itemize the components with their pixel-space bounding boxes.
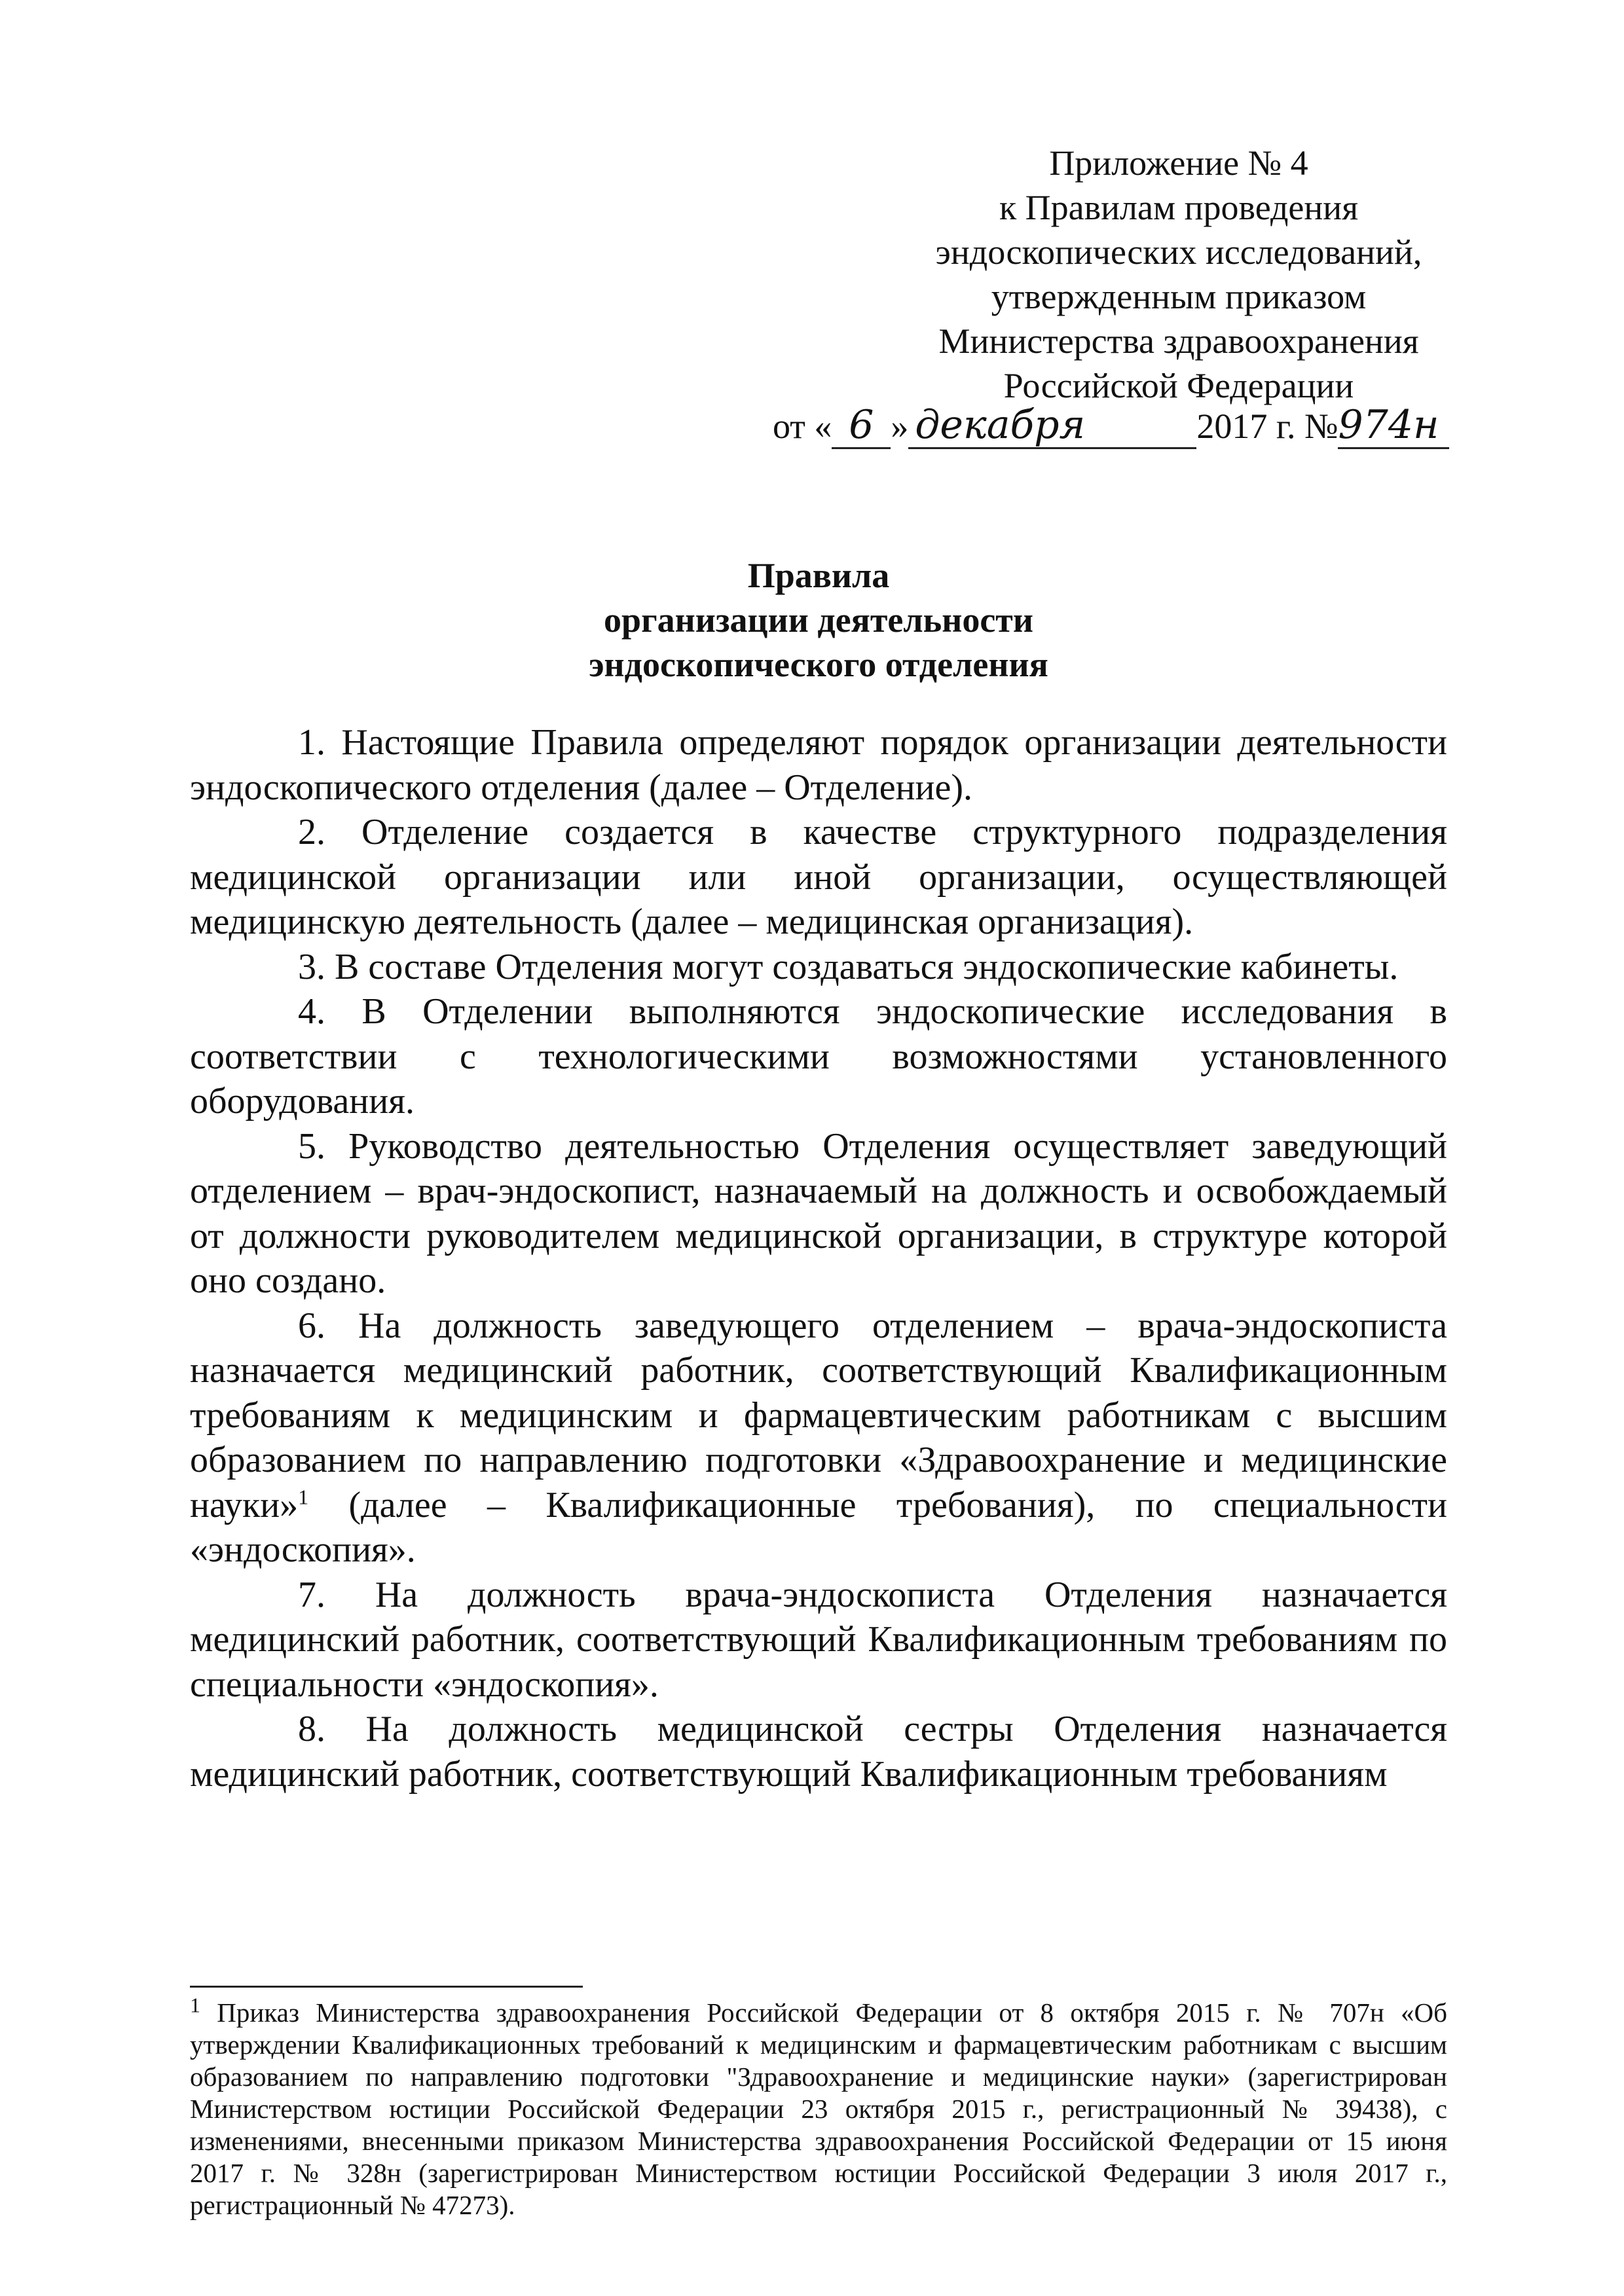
paragraph-4: 4. В Отделении выполняются эндоскопические исследования в соответствии с технологическими возможностями установленного оборудования. — [190, 991, 1447, 1121]
annex-line: Министерства здравоохранения — [938, 321, 1419, 361]
footnote-separator — [190, 1986, 583, 1988]
annex-header — [812, 141, 1545, 408]
annex-line: Приложение № 4 — [1049, 143, 1308, 183]
footnote-reference: 1 — [298, 1484, 309, 1508]
title-line: эндоскопического отделения — [589, 645, 1048, 684]
annex-line: к Правилам проведения — [999, 188, 1359, 227]
paragraph-2: 2. Отделение создается в качестве структурного подразделения медицинской организации или иной организации, осуществляющей медицинскую деятельность (далее – медицинская организация). — [190, 812, 1447, 942]
title-line: организации деятельности — [604, 600, 1033, 640]
paragraph-5: 5. Руководство деятельностью Отделения осуществляет заведующий отделением – врач-эндоскопист, назначаемый на должность и освобождаемый от должности руководителем медицинской организации, в структуре которой оно создано. — [190, 1125, 1447, 1301]
handwritten-day: 6 — [832, 403, 891, 449]
annex-line: эндоскопических исследований, — [935, 232, 1422, 272]
footnote — [190, 1993, 1447, 2221]
paragraph-6-text-end: (далее – Квалификационные требования), по специальности «эндоскопия». — [190, 1484, 1447, 1570]
title-line: Правила — [747, 556, 890, 595]
paragraph-3: 3. В составе Отделения могут создаваться эндоскопические кабинеты. — [298, 946, 1399, 987]
handwritten-order-number: 974н — [1338, 403, 1449, 449]
handwritten-month: декабря — [908, 403, 1196, 449]
paragraph-7: 7. На должность врача-эндоскописта Отделения назначается медицинский работник, соответствующий Квалификационным требованиям по специальности «эндоскопия». — [190, 1574, 1447, 1705]
footnote-text: Приказ Министерства здравоохранения Российской Федерации от 8 октября 2015 г. № 707н «Об утверждении Квалификационных требований к медицинским и фармацевтическим работникам с высшим образованием по направлению подготовки "Здравоохранение и медицинские науки» (зарегистрирован Министерством юстиции Российской Федерации 23 октября 2015 г., регистрационный № 39438), с изменениями, внесенными приказом Министерства здравоохранения Российской Федерации от 15 июня 2017 г. № 328н (зарегистрирован Министерством юстиции Российской Федерации 3 июля 2017 г., регистрационный № 47273). — [190, 1997, 1447, 2220]
order-date-line — [773, 403, 1585, 449]
date-mid: » — [891, 407, 909, 446]
paragraph-6-text: 6. На должность заведующего отделением – врача-эндоскописта назначается медицинский работник, соответствующий Квалификационным требованиям к медицинским и фармацевтическим работникам с высшим образованием по направлению подготовки «Здравоохранение и медицинские науки» — [190, 1305, 1447, 1525]
paragraph-1: 1. Настоящие Правила определяют порядок организации деятельности эндоскопического отделения (далее – Отделение). — [190, 722, 1447, 808]
annex-line: Российской Федерации — [1003, 366, 1354, 405]
paragraph-6 — [190, 1303, 1447, 1573]
paragraph-8: 8. На должность медицинской сестры Отделения назначается медицинский работник, соответствующий Квалификационным требованиям — [190, 1709, 1447, 1795]
date-year: 2017 г. № — [1196, 407, 1338, 446]
document-body — [190, 720, 1447, 1796]
date-prefix: от « — [773, 407, 832, 446]
document-title — [190, 553, 1447, 687]
footnote-mark: 1 — [190, 1993, 200, 2017]
annex-line: утвержденным приказом — [991, 277, 1367, 316]
